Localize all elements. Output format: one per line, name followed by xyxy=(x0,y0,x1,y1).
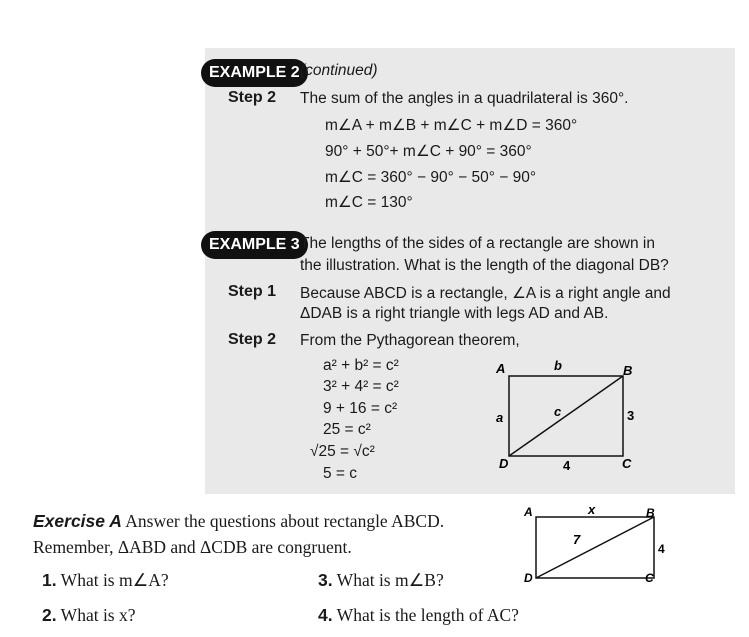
ex3-equation-4: 25 = c² xyxy=(323,421,371,438)
question-1: 1. What is m∠A? xyxy=(42,570,169,590)
ex3-equation-2: 3² + 4² = c² xyxy=(323,378,399,395)
vertex-c-label: C xyxy=(622,456,632,471)
ex2-equation-2: 90° + 50°+ m∠C + 90° = 360° xyxy=(325,143,532,160)
ex3-problem-line-2: the illustration. What is the length of the diagonal DB? xyxy=(300,257,669,274)
example-3-rectangle-diagram xyxy=(490,358,640,476)
vertex-d-label: D xyxy=(499,456,509,471)
side-4-label: 4 xyxy=(563,458,571,473)
exercise-vertex-c-label: C xyxy=(645,571,654,585)
ex2-step2-text: The sum of the angles in a quadrilateral is 360°. xyxy=(300,90,629,107)
exercise-diagonal-7-label: 7 xyxy=(573,532,581,547)
ex2-equation-3: m∠C = 360° − 90° − 50° − 90° xyxy=(325,169,537,186)
continued-label: (continued) xyxy=(300,62,378,79)
ex3-equation-5: √25 = √c² xyxy=(310,443,375,460)
ex3-step2-text: From the Pythagorean theorem, xyxy=(300,332,520,349)
side-3-label: 3 xyxy=(627,408,635,423)
exercise-diagonal-db xyxy=(536,517,654,578)
ex3-equation-1: a² + b² = c² xyxy=(323,357,399,374)
exercise-vertex-d-label: D xyxy=(524,571,533,585)
diagonal-db xyxy=(509,376,623,456)
exercise-a-rectangle-diagram xyxy=(515,500,675,590)
exercise-vertex-a-label: A xyxy=(524,505,533,519)
diagonal-c-label: c xyxy=(554,404,562,419)
ex2-equation-4: m∠C = 130° xyxy=(325,194,413,211)
example-3-badge: EXAMPLE 3 xyxy=(201,231,308,259)
ex3-step1-line-1: Because ABCD is a rectangle, ∠A is a right angle and xyxy=(300,285,671,302)
ex2-step2-label: Step 2 xyxy=(228,89,277,106)
ex3-equation-6: 5 = c xyxy=(323,465,358,482)
exercise-a-remember: Remember, ΔABD and ΔCDB are congruent. xyxy=(33,537,352,557)
ex3-step2-label: Step 2 xyxy=(228,331,277,348)
ex2-equation-1: m∠A + m∠B + m∠C + m∠D = 360° xyxy=(325,117,578,134)
exercise-a-intro: Answer the questions about rectangle ABCD. xyxy=(125,511,445,531)
question-4: 4. What is the length of AC? xyxy=(318,605,519,625)
vertex-b-label: B xyxy=(623,363,633,378)
vertex-a-label: A xyxy=(496,361,506,376)
ex3-equation-3: 9 + 16 = c² xyxy=(323,400,398,417)
question-2: 2. What is x? xyxy=(42,605,136,625)
ex3-step1-label: Step 1 xyxy=(228,283,277,300)
exercise-vertex-b-label: B xyxy=(646,506,655,520)
side-a-label: a xyxy=(496,410,504,425)
exercise-a-title: Exercise A xyxy=(33,511,122,531)
exercise-side-x-label: x xyxy=(588,502,596,517)
question-3: 3. What is m∠B? xyxy=(318,570,444,590)
ex3-problem-line-1: The lengths of the sides of a rectangle are shown in xyxy=(300,235,655,252)
side-b-label: b xyxy=(554,358,562,373)
exercise-side-4-label: 4 xyxy=(658,542,665,556)
ex3-step1-line-2: ΔDAB is a right triangle with legs AD and AB. xyxy=(300,305,609,322)
exercise-a-intro-line xyxy=(33,511,444,532)
example-2-badge: EXAMPLE 2 xyxy=(201,59,308,87)
